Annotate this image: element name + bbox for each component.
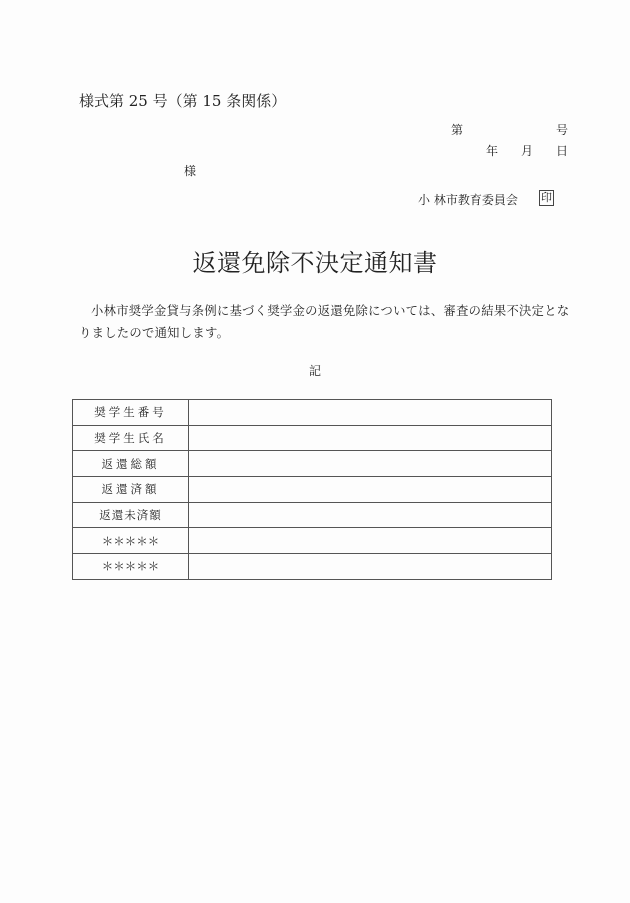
table-row [73, 451, 552, 477]
info-table [72, 399, 552, 580]
document-title: 返還免除不決定通知書 [192, 249, 438, 277]
table-row [73, 554, 552, 580]
row-value [189, 502, 552, 528]
row-label: ＊＊＊＊＊ [73, 554, 189, 580]
table-row [73, 400, 552, 426]
date-month: 月 [521, 144, 534, 158]
row-label: 返還済額 [73, 477, 189, 503]
row-value [189, 554, 552, 580]
date-day: 日 [556, 144, 569, 158]
date-year: 年 [486, 144, 499, 158]
row-label: 返還未済額 [73, 502, 189, 528]
document-number-suffix: 号 [556, 123, 569, 137]
row-value [189, 528, 552, 554]
ki-heading: 記 [308, 364, 321, 378]
addressee-suffix: 様 [184, 164, 197, 178]
row-value [189, 477, 552, 503]
table-row [73, 528, 552, 554]
row-value [189, 400, 552, 426]
issuer-name: 小 林市教育委員会 [418, 193, 518, 207]
form-number: 様式第 25 号（第 15 条関係） [79, 92, 287, 110]
row-value [189, 425, 552, 451]
row-label: 奨学生番号 [73, 400, 189, 426]
row-label: 奨学生氏名 [73, 425, 189, 451]
table-row [73, 502, 552, 528]
row-value [189, 451, 552, 477]
table-row [73, 425, 552, 451]
seal-icon: 印 [541, 191, 552, 204]
body-paragraph: 小林市奨学金貸与条例に基づく奨学金の返還免除については、審査の結果不決定となりましたので通知します。 [79, 304, 570, 340]
document-number-prefix: 第 [451, 123, 464, 137]
row-label: ＊＊＊＊＊ [73, 528, 189, 554]
row-label: 返還総額 [73, 451, 189, 477]
table-row [73, 477, 552, 503]
